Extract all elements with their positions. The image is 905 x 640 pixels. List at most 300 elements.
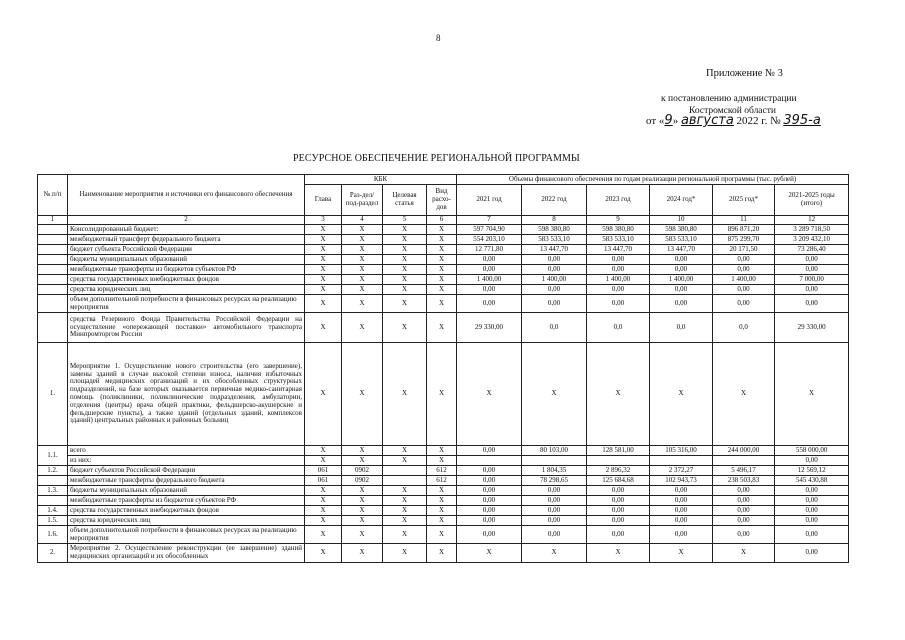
value-cell: 0,00	[713, 255, 775, 265]
col-number: 11	[713, 216, 775, 225]
value-cell: 597 704,90	[457, 225, 522, 235]
value-cell: 20 171,50	[713, 245, 775, 255]
table-row	[38, 496, 849, 506]
table-row	[38, 275, 849, 285]
value-cell: 0,00	[522, 295, 587, 313]
value-cell: 105 316,00	[650, 446, 713, 456]
kbk-cell: X	[427, 496, 457, 506]
value-cell: 0,0	[713, 313, 775, 343]
row-label: межбюджетный трансферт федерального бюджета	[68, 235, 305, 245]
header-2021: 2021 год	[457, 185, 522, 216]
kbk-cell: X	[305, 295, 342, 313]
kbk-cell: X	[342, 446, 383, 456]
row-number: 1.3.	[38, 486, 68, 496]
kbk-cell: 612	[427, 466, 457, 476]
table-row	[38, 456, 849, 466]
value-cell: 0,00	[650, 255, 713, 265]
value-cell: 13 447,70	[650, 245, 713, 255]
kbk-cell: X	[427, 285, 457, 295]
table-row	[38, 516, 849, 526]
value-cell: 0,00	[587, 486, 650, 496]
document-title: РЕСУРСНОЕ ОБЕСПЕЧЕНИЕ РЕГИОНАЛЬНОЙ ПРОГРАММЫ	[293, 153, 580, 164]
kbk-cell: X	[427, 544, 457, 563]
value-cell: 0,00	[713, 265, 775, 275]
kbk-cell: X	[305, 544, 342, 563]
kbk-cell: X	[342, 526, 383, 544]
value-cell: X	[457, 343, 522, 446]
value-cell: 0,00	[457, 506, 522, 516]
value-cell: 0,00	[775, 496, 849, 506]
row-number	[38, 496, 68, 506]
table-row	[38, 506, 849, 516]
handwritten-month: августа	[680, 113, 734, 128]
table-row	[38, 466, 849, 476]
value-cell: 0,00	[650, 486, 713, 496]
appendix-date-line	[646, 113, 821, 128]
kbk-cell: X	[305, 265, 342, 275]
header-2022: 2022 год	[522, 185, 587, 216]
value-cell: 0,00	[775, 265, 849, 275]
value-cell: 7 000,00	[775, 275, 849, 285]
kbk-cell: X	[342, 343, 383, 446]
kbk-cell: X	[383, 265, 427, 275]
table-row	[38, 476, 849, 486]
year-part: 2022 г. №	[736, 115, 781, 127]
value-cell: 0,00	[650, 496, 713, 506]
kbk-cell: X	[383, 275, 427, 285]
row-label: объем дополнительной потребности в финансовых ресурсах на реализацию мероприятия	[68, 295, 305, 313]
value-cell: 29 330,00	[457, 313, 522, 343]
value-cell: 78 298,65	[522, 476, 587, 486]
col-number: 1	[38, 216, 68, 225]
value-cell: 583 533,10	[587, 235, 650, 245]
value-cell: 0,00	[457, 255, 522, 265]
header-stat: Целевая статья	[383, 185, 427, 216]
value-cell: 238 503,83	[713, 476, 775, 486]
value-cell: 5 496,17	[713, 466, 775, 476]
value-cell: 12 569,12	[775, 466, 849, 476]
handwritten-day: 9	[664, 113, 673, 128]
kbk-cell: X	[383, 313, 427, 343]
col-number: 12	[775, 216, 849, 225]
header-kbk: КБК	[305, 175, 457, 185]
kbk-cell: X	[342, 496, 383, 506]
value-cell: X	[650, 544, 713, 563]
value-cell: 29 330,00	[775, 313, 849, 343]
value-cell: 875 299,70	[713, 235, 775, 245]
row-number	[38, 255, 68, 265]
value-cell: 0,00	[650, 285, 713, 295]
kbk-cell: X	[383, 255, 427, 265]
kbk-cell: X	[342, 265, 383, 275]
header-glava: Глава	[305, 185, 342, 216]
date-prefix: от «	[646, 115, 665, 127]
row-number: 2.	[38, 544, 68, 563]
value-cell: 0,00	[775, 255, 849, 265]
value-cell: 0,00	[587, 526, 650, 544]
kbk-cell: X	[305, 516, 342, 526]
kbk-cell: X	[383, 516, 427, 526]
kbk-cell: X	[342, 516, 383, 526]
value-cell: X	[713, 343, 775, 446]
row-number: 1.1.	[38, 446, 68, 466]
kbk-cell: X	[427, 456, 457, 466]
row-label: бюджеты муниципальных образований	[68, 486, 305, 496]
value-cell: 0,00	[457, 265, 522, 275]
value-cell	[713, 456, 775, 466]
kbk-cell: X	[383, 285, 427, 295]
kbk-cell: X	[427, 313, 457, 343]
row-number: 1.5.	[38, 516, 68, 526]
kbk-cell: X	[427, 265, 457, 275]
value-cell: 0,00	[775, 285, 849, 295]
row-label: всего	[68, 446, 305, 456]
kbk-cell: X	[427, 225, 457, 235]
value-cell: X	[457, 544, 522, 563]
value-cell: 80 103,00	[522, 446, 587, 456]
kbk-cell: 061	[305, 466, 342, 476]
value-cell: 554 203,10	[457, 235, 522, 245]
value-cell: 0,00	[775, 526, 849, 544]
kbk-cell: X	[427, 275, 457, 285]
kbk-cell: X	[342, 486, 383, 496]
value-cell: 12 771,80	[457, 245, 522, 255]
kbk-cell: X	[383, 446, 427, 456]
value-cell	[522, 456, 587, 466]
value-cell: 896 871,20	[713, 225, 775, 235]
value-cell: 0,00	[457, 446, 522, 456]
table-row	[38, 265, 849, 275]
header-row-1	[38, 175, 849, 185]
kbk-cell: X	[383, 295, 427, 313]
kbk-cell: X	[427, 255, 457, 265]
value-cell: 0,00	[775, 516, 849, 526]
value-cell: 102 943,73	[650, 476, 713, 486]
value-cell: 0,00	[522, 526, 587, 544]
value-cell: 0,00	[775, 544, 849, 563]
kbk-cell	[383, 476, 427, 486]
value-cell: 1 400,00	[650, 275, 713, 285]
value-cell: 1 804,35	[522, 466, 587, 476]
row-label: средства юридических лиц	[68, 516, 305, 526]
header-num: № п/п	[38, 175, 68, 216]
kbk-cell: X	[427, 506, 457, 516]
value-cell: 0,00	[713, 516, 775, 526]
value-cell: 1 400,00	[587, 275, 650, 285]
value-cell: 0,0	[522, 313, 587, 343]
kbk-cell: X	[342, 225, 383, 235]
row-number: 1.6.	[38, 526, 68, 544]
page-number: 8	[436, 33, 441, 43]
value-cell: 3 289 718,50	[775, 225, 849, 235]
kbk-cell: X	[383, 456, 427, 466]
value-cell: 0,00	[650, 516, 713, 526]
value-cell: 244 000,00	[713, 446, 775, 456]
kbk-cell: X	[342, 245, 383, 255]
handwritten-number: 395-а	[783, 113, 821, 128]
value-cell: 2 372,27	[650, 466, 713, 476]
row-label: межбюджетные трансферты из бюджетов субъектов РФ	[68, 265, 305, 275]
row-label: объем дополнительной потребности в финансовых ресурсах на реализацию мероприятия	[68, 526, 305, 544]
value-cell: 0,00	[775, 506, 849, 516]
value-cell: 583 533,10	[522, 235, 587, 245]
value-cell: 0,00	[775, 486, 849, 496]
row-label: межбюджетные трансферты федерального бюджета	[68, 476, 305, 486]
kbk-cell: X	[305, 456, 342, 466]
kbk-cell: X	[342, 285, 383, 295]
kbk-cell: X	[427, 486, 457, 496]
kbk-cell: X	[427, 446, 457, 456]
table-row	[38, 285, 849, 295]
row-label: межбюджетные трансферты из бюджетов субъектов РФ	[68, 496, 305, 506]
kbk-cell: X	[427, 245, 457, 255]
kbk-cell: X	[383, 486, 427, 496]
table-row	[38, 486, 849, 496]
value-cell: 0,00	[713, 526, 775, 544]
header-2023: 2023 год	[587, 185, 650, 216]
row-label: бюджеты муниципальных образований	[68, 255, 305, 265]
header-2025: 2025 год*	[713, 185, 775, 216]
value-cell: 0,00	[650, 265, 713, 275]
appendix-ref-line2: Костромской области	[689, 106, 776, 116]
kbk-cell: X	[342, 544, 383, 563]
row-number: 1.4.	[38, 506, 68, 516]
row-label: Консолидированный бюджет:	[68, 225, 305, 235]
value-cell: 0,00	[457, 285, 522, 295]
col-number: 10	[650, 216, 713, 225]
kbk-cell: X	[342, 235, 383, 245]
table-row	[38, 446, 849, 456]
kbk-cell: X	[305, 313, 342, 343]
value-cell: 0,00	[587, 255, 650, 265]
kbk-cell: X	[427, 295, 457, 313]
row-number	[38, 245, 68, 255]
value-cell: 0,00	[587, 285, 650, 295]
value-cell: 0,00	[775, 456, 849, 466]
kbk-cell: X	[427, 235, 457, 245]
kbk-cell: X	[342, 313, 383, 343]
appendix-title: Приложение № 3	[706, 68, 783, 79]
header-razdel: Раз-дел/под-раздел	[342, 185, 383, 216]
kbk-cell: X	[342, 506, 383, 516]
kbk-cell: X	[383, 225, 427, 235]
value-cell: 0,00	[587, 496, 650, 506]
value-cell: 0,00	[522, 496, 587, 506]
value-cell: 0,00	[457, 476, 522, 486]
kbk-cell: X	[383, 496, 427, 506]
value-cell: 2 896,32	[587, 466, 650, 476]
value-cell: 1 400,00	[713, 275, 775, 285]
kbk-cell: X	[383, 544, 427, 563]
value-cell: 0,00	[457, 526, 522, 544]
row-label: средства юридических лиц	[68, 285, 305, 295]
kbk-cell: X	[305, 343, 342, 446]
kbk-cell: X	[305, 255, 342, 265]
table-row	[38, 295, 849, 313]
row-number	[38, 265, 68, 275]
value-cell: 545 430,88	[775, 476, 849, 486]
value-cell: 13 447,70	[522, 245, 587, 255]
value-cell: 598 380,80	[522, 225, 587, 235]
value-cell: 0,00	[650, 526, 713, 544]
kbk-cell: X	[305, 446, 342, 456]
value-cell: 598 380,80	[650, 225, 713, 235]
date-mid: »	[672, 115, 679, 127]
value-cell	[587, 456, 650, 466]
value-cell: 3 209 432,10	[775, 235, 849, 245]
kbk-cell: X	[305, 496, 342, 506]
kbk-cell: X	[383, 343, 427, 446]
value-cell: 0,00	[522, 506, 587, 516]
row-label: Мероприятие 1. Осуществление нового строительства (его завершение), замены зданий в случае высокой степени износа, наличия избыточных площадей медицинских организаций и их обособленных структурных подразделений, на базе которых оказывается первичная медико-санитарная помощь (поликлиники, поликлинические подразделения, амбулатории, отделения (центры) врача общей практики, фельдшерско-акушерские и фельдшерские пункты), а также зданий (отдельных зданий, комплексов зданий) центральных районных и районных больниц	[68, 343, 305, 446]
value-cell: 0,00	[713, 295, 775, 313]
value-cell: 0,0	[650, 313, 713, 343]
value-cell: 0,00	[522, 516, 587, 526]
kbk-cell: X	[342, 456, 383, 466]
row-number	[38, 275, 68, 285]
col-number: 9	[587, 216, 650, 225]
value-cell: 73 286,40	[775, 245, 849, 255]
value-cell: 0,00	[457, 516, 522, 526]
header-volumes: Объемы финансового обеспечения по годам реализации региональной программы (тыс. рублей)	[457, 175, 849, 185]
row-number	[38, 225, 68, 235]
value-cell: 0,0	[587, 313, 650, 343]
table-row	[38, 245, 849, 255]
col-number: 7	[457, 216, 522, 225]
table-row	[38, 526, 849, 544]
value-cell: 128 581,00	[587, 446, 650, 456]
kbk-cell: X	[427, 343, 457, 446]
table-row	[38, 255, 849, 265]
value-cell: 1 400,00	[457, 275, 522, 285]
col-number: 2	[68, 216, 305, 225]
kbk-cell: X	[305, 526, 342, 544]
resource-table	[37, 174, 849, 563]
appendix-ref-line1: к постановлению администрации	[661, 94, 797, 104]
row-number	[38, 476, 68, 486]
value-cell: X	[522, 544, 587, 563]
value-cell: 0,00	[775, 295, 849, 313]
row-number	[38, 285, 68, 295]
value-cell: 0,00	[587, 265, 650, 275]
row-label: из них:	[68, 456, 305, 466]
row-number: 1.	[38, 343, 68, 446]
value-cell: 0,00	[457, 295, 522, 313]
row-label: бюджет субъекта Российской Федерации	[68, 245, 305, 255]
table-row	[38, 235, 849, 245]
value-cell: 0,00	[522, 265, 587, 275]
value-cell: 0,00	[713, 285, 775, 295]
value-cell: 0,00	[713, 506, 775, 516]
value-cell: X	[713, 544, 775, 563]
value-cell: 0,00	[457, 486, 522, 496]
header-total: 2021-2025 годы (итого)	[775, 185, 849, 216]
kbk-cell: X	[427, 516, 457, 526]
col-number: 8	[522, 216, 587, 225]
value-cell: 0,00	[522, 255, 587, 265]
table-row	[38, 544, 849, 563]
value-cell: 0,00	[457, 466, 522, 476]
value-cell: 598 380,80	[587, 225, 650, 235]
kbk-cell: X	[305, 275, 342, 285]
row-number	[38, 295, 68, 313]
value-cell: 0,00	[587, 295, 650, 313]
kbk-cell: X	[305, 225, 342, 235]
header-2024: 2024 год*	[650, 185, 713, 216]
header-vid: Вид расхо-дов	[427, 185, 457, 216]
kbk-cell: 0902	[342, 476, 383, 486]
value-cell: 0,00	[522, 285, 587, 295]
value-cell	[650, 456, 713, 466]
row-label: бюджет субъектов Российской Федерации	[68, 466, 305, 476]
kbk-cell: X	[342, 295, 383, 313]
col-number: 4	[342, 216, 383, 225]
value-cell: 583 533,10	[650, 235, 713, 245]
value-cell: 0,00	[650, 506, 713, 516]
table-row	[38, 343, 849, 446]
kbk-cell: X	[342, 275, 383, 285]
col-number: 3	[305, 216, 342, 225]
kbk-cell: X	[305, 506, 342, 516]
row-label: средства государственных внебюджетных фондов	[68, 506, 305, 516]
row-number: 1.2.	[38, 466, 68, 476]
kbk-cell: 612	[427, 476, 457, 486]
kbk-cell: 061	[305, 476, 342, 486]
row-label: средства государственных внебюджетных фондов	[68, 275, 305, 285]
col-number: 6	[427, 216, 457, 225]
kbk-cell: X	[342, 255, 383, 265]
value-cell: 558 000,00	[775, 446, 849, 456]
col-number: 5	[383, 216, 427, 225]
kbk-cell: X	[383, 245, 427, 255]
value-cell: 1 400,00	[522, 275, 587, 285]
table-row	[38, 225, 849, 235]
table-row	[38, 313, 849, 343]
value-cell	[457, 456, 522, 466]
value-cell: 13 447,70	[587, 245, 650, 255]
kbk-cell: 0902	[342, 466, 383, 476]
value-cell: X	[775, 343, 849, 446]
row-label: Мероприятие 2. Осуществление реконструкции (ее завершение) зданий медицинских организаций и их обособленных	[68, 544, 305, 563]
kbk-cell: X	[305, 486, 342, 496]
row-number	[38, 235, 68, 245]
kbk-cell: X	[305, 285, 342, 295]
value-cell: X	[587, 343, 650, 446]
value-cell: 0,00	[713, 486, 775, 496]
value-cell: X	[650, 343, 713, 446]
kbk-cell: X	[383, 526, 427, 544]
value-cell: 0,00	[457, 496, 522, 506]
row-number	[38, 313, 68, 343]
value-cell: 125 684,68	[587, 476, 650, 486]
header-name: Наименование мероприятия и источники его финансового обеспечения	[68, 175, 305, 216]
value-cell: 0,00	[522, 486, 587, 496]
value-cell: 0,00	[713, 496, 775, 506]
kbk-cell	[383, 466, 427, 476]
kbk-cell: X	[383, 506, 427, 516]
column-number-row	[38, 216, 849, 225]
value-cell: X	[587, 544, 650, 563]
value-cell: X	[522, 343, 587, 446]
row-label: средства Резервного Фонда Правительства Российской Федерации на осуществление «опережающей поставки» автомобильного транспорта Минпромторгом России	[68, 313, 305, 343]
kbk-cell: X	[305, 245, 342, 255]
value-cell: 0,00	[650, 295, 713, 313]
kbk-cell: X	[305, 235, 342, 245]
value-cell: 0,00	[587, 516, 650, 526]
kbk-cell: X	[383, 235, 427, 245]
value-cell: 0,00	[587, 506, 650, 516]
kbk-cell: X	[427, 526, 457, 544]
